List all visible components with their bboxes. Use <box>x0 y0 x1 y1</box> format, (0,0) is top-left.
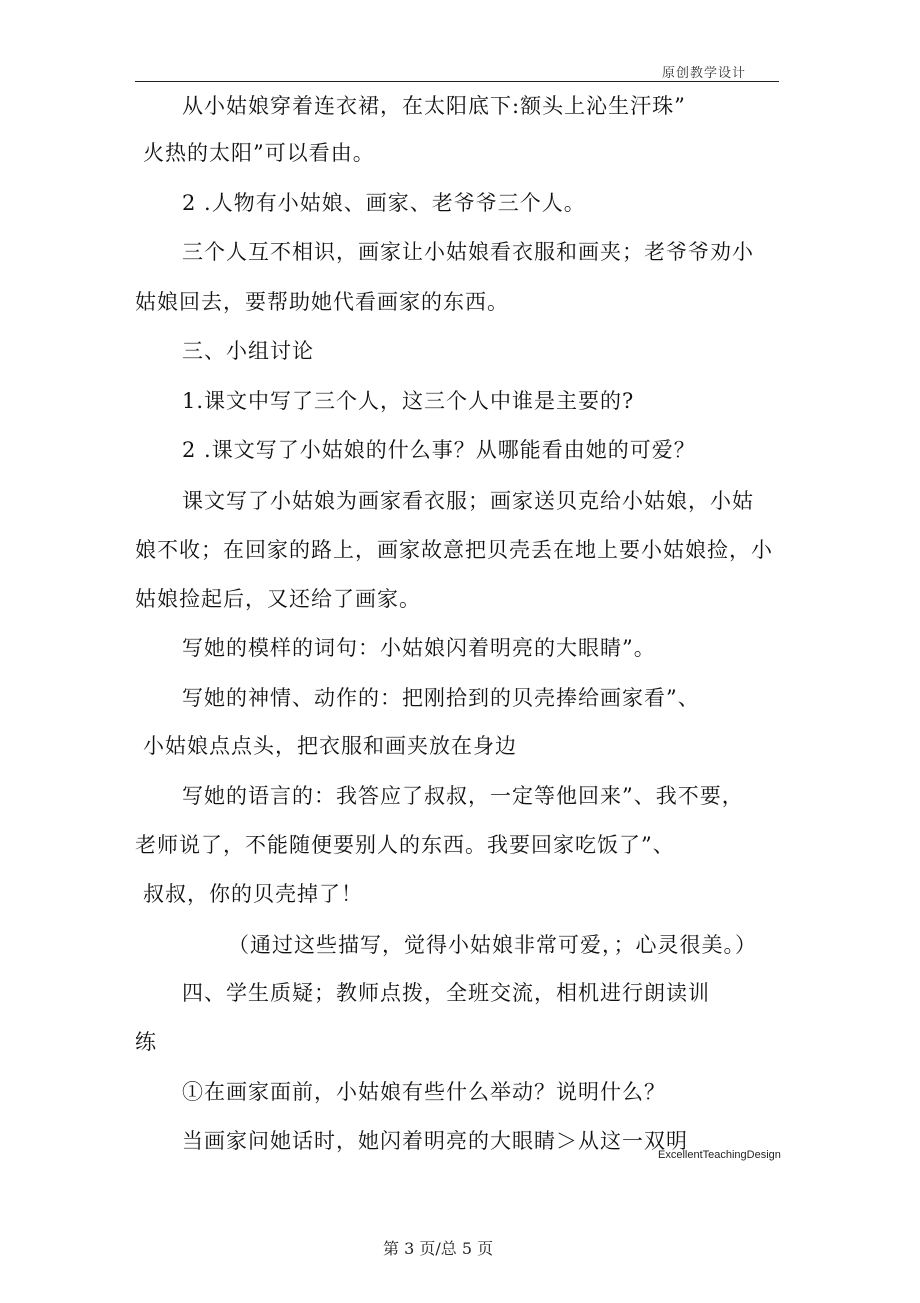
body-line: 姑娘捡起后，又还给了画家。 <box>135 587 421 611</box>
section-heading: 四、学生质疑；教师点拨，全班交流，相机进行朗读训 <box>182 981 710 1005</box>
body-line: 叔叔，你的贝壳掉了！ <box>143 882 363 906</box>
body-line: 课文写了小姑娘为画家看衣服；画家送贝克给小姑娘，小姑 <box>182 489 754 513</box>
body-line: 娘不收；在回家的路上，画家故意把贝壳丢在地上要小姑娘捡，小 <box>135 538 773 562</box>
body-line: 写她的语言的：我答应了叔叔，一定等他回来”、我不要， <box>182 784 744 808</box>
body-line: 小姑娘点点头，把衣服和画夹放在身边 <box>143 734 517 758</box>
body-line: 2 .人物有小姑娘、画家、老爷爷三个人。 <box>182 191 586 215</box>
body-line: 从小姑娘穿着连衣裙，在太阳底下:额头上沁生汗珠” <box>182 94 686 118</box>
body-line: 姑娘回去，要帮助她代看画家的东西。 <box>135 290 509 314</box>
body-line: （通过这些描写，觉得小姑娘非常可爱，；心灵很美。） <box>228 933 757 957</box>
body-line: 老师说了，不能随便要别人的东西。我要回家吃饭了”、 <box>135 833 675 857</box>
body-line: 三个人互不相识，画家让小姑娘看衣服和画夹；老爷爷劝小 <box>182 240 754 264</box>
header-divider <box>135 81 779 82</box>
body-line: 火热的太阳”可以看由。 <box>143 141 375 165</box>
body-line: 练 <box>135 1030 157 1054</box>
body-line: 写她的模样的词句：小姑娘闪着明亮的大眼睛”。 <box>182 636 656 660</box>
body-line: 写她的神情、动作的：把刚拾到的贝壳捧给画家看”、 <box>182 686 700 710</box>
page-number: 第 3 页/总 5 页 <box>383 1239 494 1258</box>
body-line: 当画家问她话时，她闪着明亮的大眼睛＞从这一双明 <box>182 1129 688 1153</box>
section-heading: 三、小组讨论 <box>182 339 314 363</box>
header-title: 原创教学设计 <box>662 66 747 81</box>
body-line: 1.课文中写了三个人，这三个人中谁是主要的? <box>182 389 635 413</box>
body-line: ①在画家面前，小姑娘有些什么举动？说明什么？ <box>182 1080 666 1104</box>
body-line: 2 .课文写了小姑娘的什么事？从哪能看由她的可爱？ <box>182 438 696 462</box>
footer-brand: ExcellentTeachingDesign <box>658 1149 781 1161</box>
